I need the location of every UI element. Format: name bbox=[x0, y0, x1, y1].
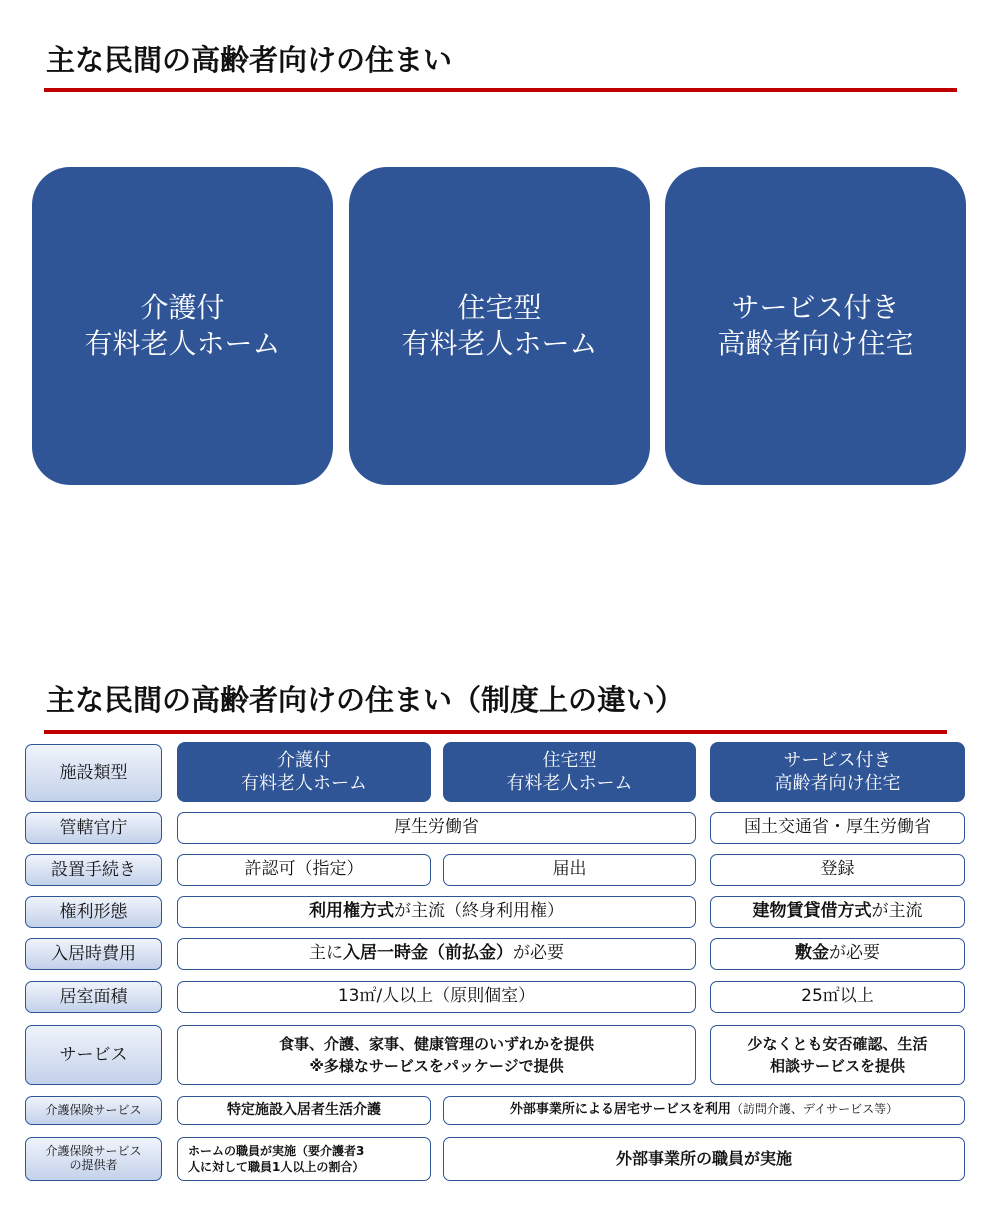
row-label-procedure: 設置手続き bbox=[25, 854, 162, 886]
header-sakoju bbox=[710, 742, 965, 802]
text: が主流 bbox=[871, 901, 923, 922]
card-line: 有料老人ホーム bbox=[84, 327, 281, 360]
header-housing-home bbox=[443, 742, 696, 802]
note: （訪問介護、デイサービス等） bbox=[730, 1102, 899, 1117]
cell-service-sakoju bbox=[710, 1025, 965, 1085]
title-underline bbox=[44, 730, 947, 734]
emphasis: 建物賃貸借方式 bbox=[752, 901, 872, 922]
cell-area-sakoju: 25㎡以上 bbox=[710, 981, 965, 1013]
cell-area-homes: 13㎡/人以上（原則個室） bbox=[177, 981, 696, 1013]
row-label-type: 施設類型 bbox=[25, 744, 162, 802]
header-line: サービス付き bbox=[783, 750, 892, 771]
card-line: サービス付き bbox=[731, 291, 900, 324]
cell-service-homes bbox=[177, 1025, 696, 1085]
row-label-cost: 入居時費用 bbox=[25, 938, 162, 970]
row-label-provider bbox=[25, 1137, 162, 1181]
card-line: 住宅型 bbox=[457, 291, 542, 324]
cell-cost-sakoju bbox=[710, 938, 965, 970]
header-line: 高齢者向け住宅 bbox=[774, 773, 901, 794]
label-line: の提供者 bbox=[69, 1158, 118, 1172]
provider-line: 人に対して職員1人以上の割合） bbox=[188, 1160, 365, 1174]
card-line: 介護付 bbox=[140, 291, 225, 324]
header-line: 有料老人ホーム bbox=[241, 773, 367, 794]
service-line: 少なくとも安否確認、生活 bbox=[747, 1035, 928, 1053]
row-label-service: サービス bbox=[25, 1025, 162, 1085]
title-underline bbox=[44, 88, 957, 92]
card-sakoju bbox=[665, 167, 966, 485]
header-line: 介護付 bbox=[277, 750, 331, 771]
card-care-home bbox=[32, 167, 333, 485]
cell-ministry-homes: 厚生労働省 bbox=[177, 812, 696, 844]
cell-care-service-care: 特定施設入居者生活介護 bbox=[177, 1096, 431, 1125]
card-line: 有料老人ホーム bbox=[401, 327, 598, 360]
header-care-home bbox=[177, 742, 431, 802]
service-line: ※多様なサービスをパッケージで提供 bbox=[309, 1057, 564, 1075]
header-line: 有料老人ホーム bbox=[506, 773, 633, 794]
section-title: 主な民間の高齢者向けの住まい bbox=[46, 43, 453, 77]
label-line: 介護保険サービス bbox=[45, 1144, 142, 1159]
service-line: 食事、介護、家事、健康管理のいずれかを提供 bbox=[278, 1035, 594, 1053]
service-line: 相談サービスを提供 bbox=[769, 1057, 905, 1075]
header-line: 住宅型 bbox=[542, 750, 597, 771]
cell-procedure-care: 許認可（指定） bbox=[177, 854, 431, 886]
emphasis: 入居一時金（前払金） bbox=[343, 943, 513, 964]
emphasis: 利用権方式 bbox=[309, 901, 394, 922]
text: が必要 bbox=[829, 943, 880, 964]
text: 外部事業所による居宅サービスを利用 bbox=[509, 1102, 731, 1118]
row-label-rights: 権利形態 bbox=[25, 896, 162, 928]
cell-ministry-sakoju: 国土交通省・厚生労働省 bbox=[710, 812, 965, 844]
cell-provider-others: 外部事業所の職員が実施 bbox=[443, 1137, 965, 1181]
cell-rights-homes bbox=[177, 896, 696, 928]
text: が必要 bbox=[513, 943, 564, 964]
cell-procedure-housing: 届出 bbox=[443, 854, 696, 886]
cell-cost-homes bbox=[177, 938, 696, 970]
card-line: 高齢者向け住宅 bbox=[717, 327, 914, 360]
row-label-care-service: 介護保険サービス bbox=[25, 1096, 162, 1125]
emphasis: 敷金 bbox=[795, 943, 829, 964]
cell-rights-sakoju bbox=[710, 896, 965, 928]
text: が主流（終身利用権） bbox=[394, 901, 564, 922]
row-label-ministry: 管轄官庁 bbox=[25, 812, 162, 844]
section-title-comparison: 主な民間の高齢者向けの住まい（制度上の違い） bbox=[46, 683, 685, 717]
card-housing-home bbox=[349, 167, 650, 485]
row-label-area: 居室面積 bbox=[25, 981, 162, 1013]
provider-line: ホームの職員が実施（要介護者3 bbox=[188, 1144, 365, 1158]
cell-provider-care bbox=[177, 1137, 431, 1181]
text: 主に bbox=[309, 943, 343, 964]
cell-care-service-others bbox=[443, 1096, 965, 1125]
cell-procedure-sakoju: 登録 bbox=[710, 854, 965, 886]
